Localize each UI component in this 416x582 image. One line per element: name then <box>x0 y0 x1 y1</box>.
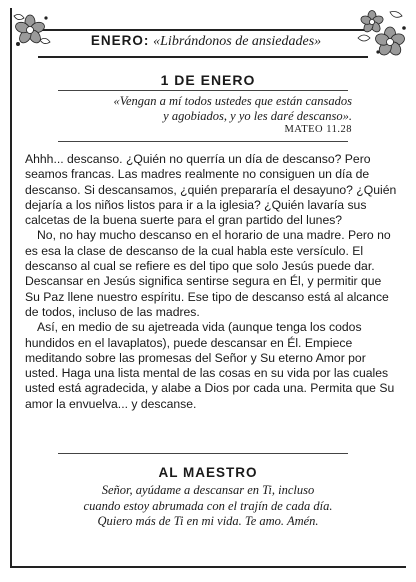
verse-line: y agobiados, y yo les daré descanso». <box>163 109 352 123</box>
chapter-subtitle: «Librándonos de ansiedades» <box>153 34 322 49</box>
devotional-body <box>25 152 397 412</box>
page-frame-bottom <box>10 566 406 568</box>
chapter-title <box>46 33 366 53</box>
prayer-rule <box>58 453 348 454</box>
body-paragraph: Ahhh... descanso. ¿Quién no querría un día de descanso? Pero seamos francas. Las madres realmente no consiguen un día de descanso. Si descansamos, ¿quién prepararía el desayuno? ¿Quién dejaría a los niños listos para ir a la iglesia? ¿Quién lavaría sus calcetas de la buena suerte para el gran partido del lunes? <box>25 152 397 228</box>
verse-rule-bottom <box>58 141 348 142</box>
day-heading: 1 DE ENERO <box>160 72 256 88</box>
page-frame-left <box>10 8 12 568</box>
prayer-heading: AL MAESTRO <box>158 465 258 480</box>
prayer-line: Quiero más de Ti en mi vida. Te amo. Amén. <box>97 514 319 528</box>
header-rule-top <box>38 29 368 31</box>
body-paragraph: No, no hay mucho descanso en el horario de una madre. Pero no es esa la clase de descanso de la cual habla este versículo. El descanso al cual se refiere es del tipo que solo Jesús puede dar. Descansar en Jesús significa sentirse segura en Él, y permitir que Su Paz llene nuestro espíritu. Ese tipo de descanso está al alcance de todos, incluso de las madres. <box>25 228 391 319</box>
verse-line: «Vengan a mí todos ustedes que están cansados <box>113 94 352 108</box>
verse-rule-top <box>58 90 348 91</box>
chapter-label: ENERO: <box>90 33 150 48</box>
prayer-line: Señor, ayúdame a descansar en Ti, incluso <box>101 483 315 497</box>
scripture-verse <box>40 94 352 124</box>
verse-reference: MATEO 11.28 <box>284 124 352 135</box>
header-rule-bottom <box>38 56 368 58</box>
body-paragraph: Así, en medio de su ajetreada vida (aunque tenga los codos hundidos en el lavaplatos), puede descansar en Él. Empiece meditando sobre las promesas del Señor y Su eterno Amor por usted. Haga una lista mental de las cosas en su vida por las cuales usted está agradecida, y alabe a Dios por cada una. Permita que Su amor la envuelva... y descanse. <box>25 320 395 411</box>
prayer-text <box>40 483 376 530</box>
prayer-line: cuando estoy abrumada con el trajín de cada día. <box>83 498 333 513</box>
